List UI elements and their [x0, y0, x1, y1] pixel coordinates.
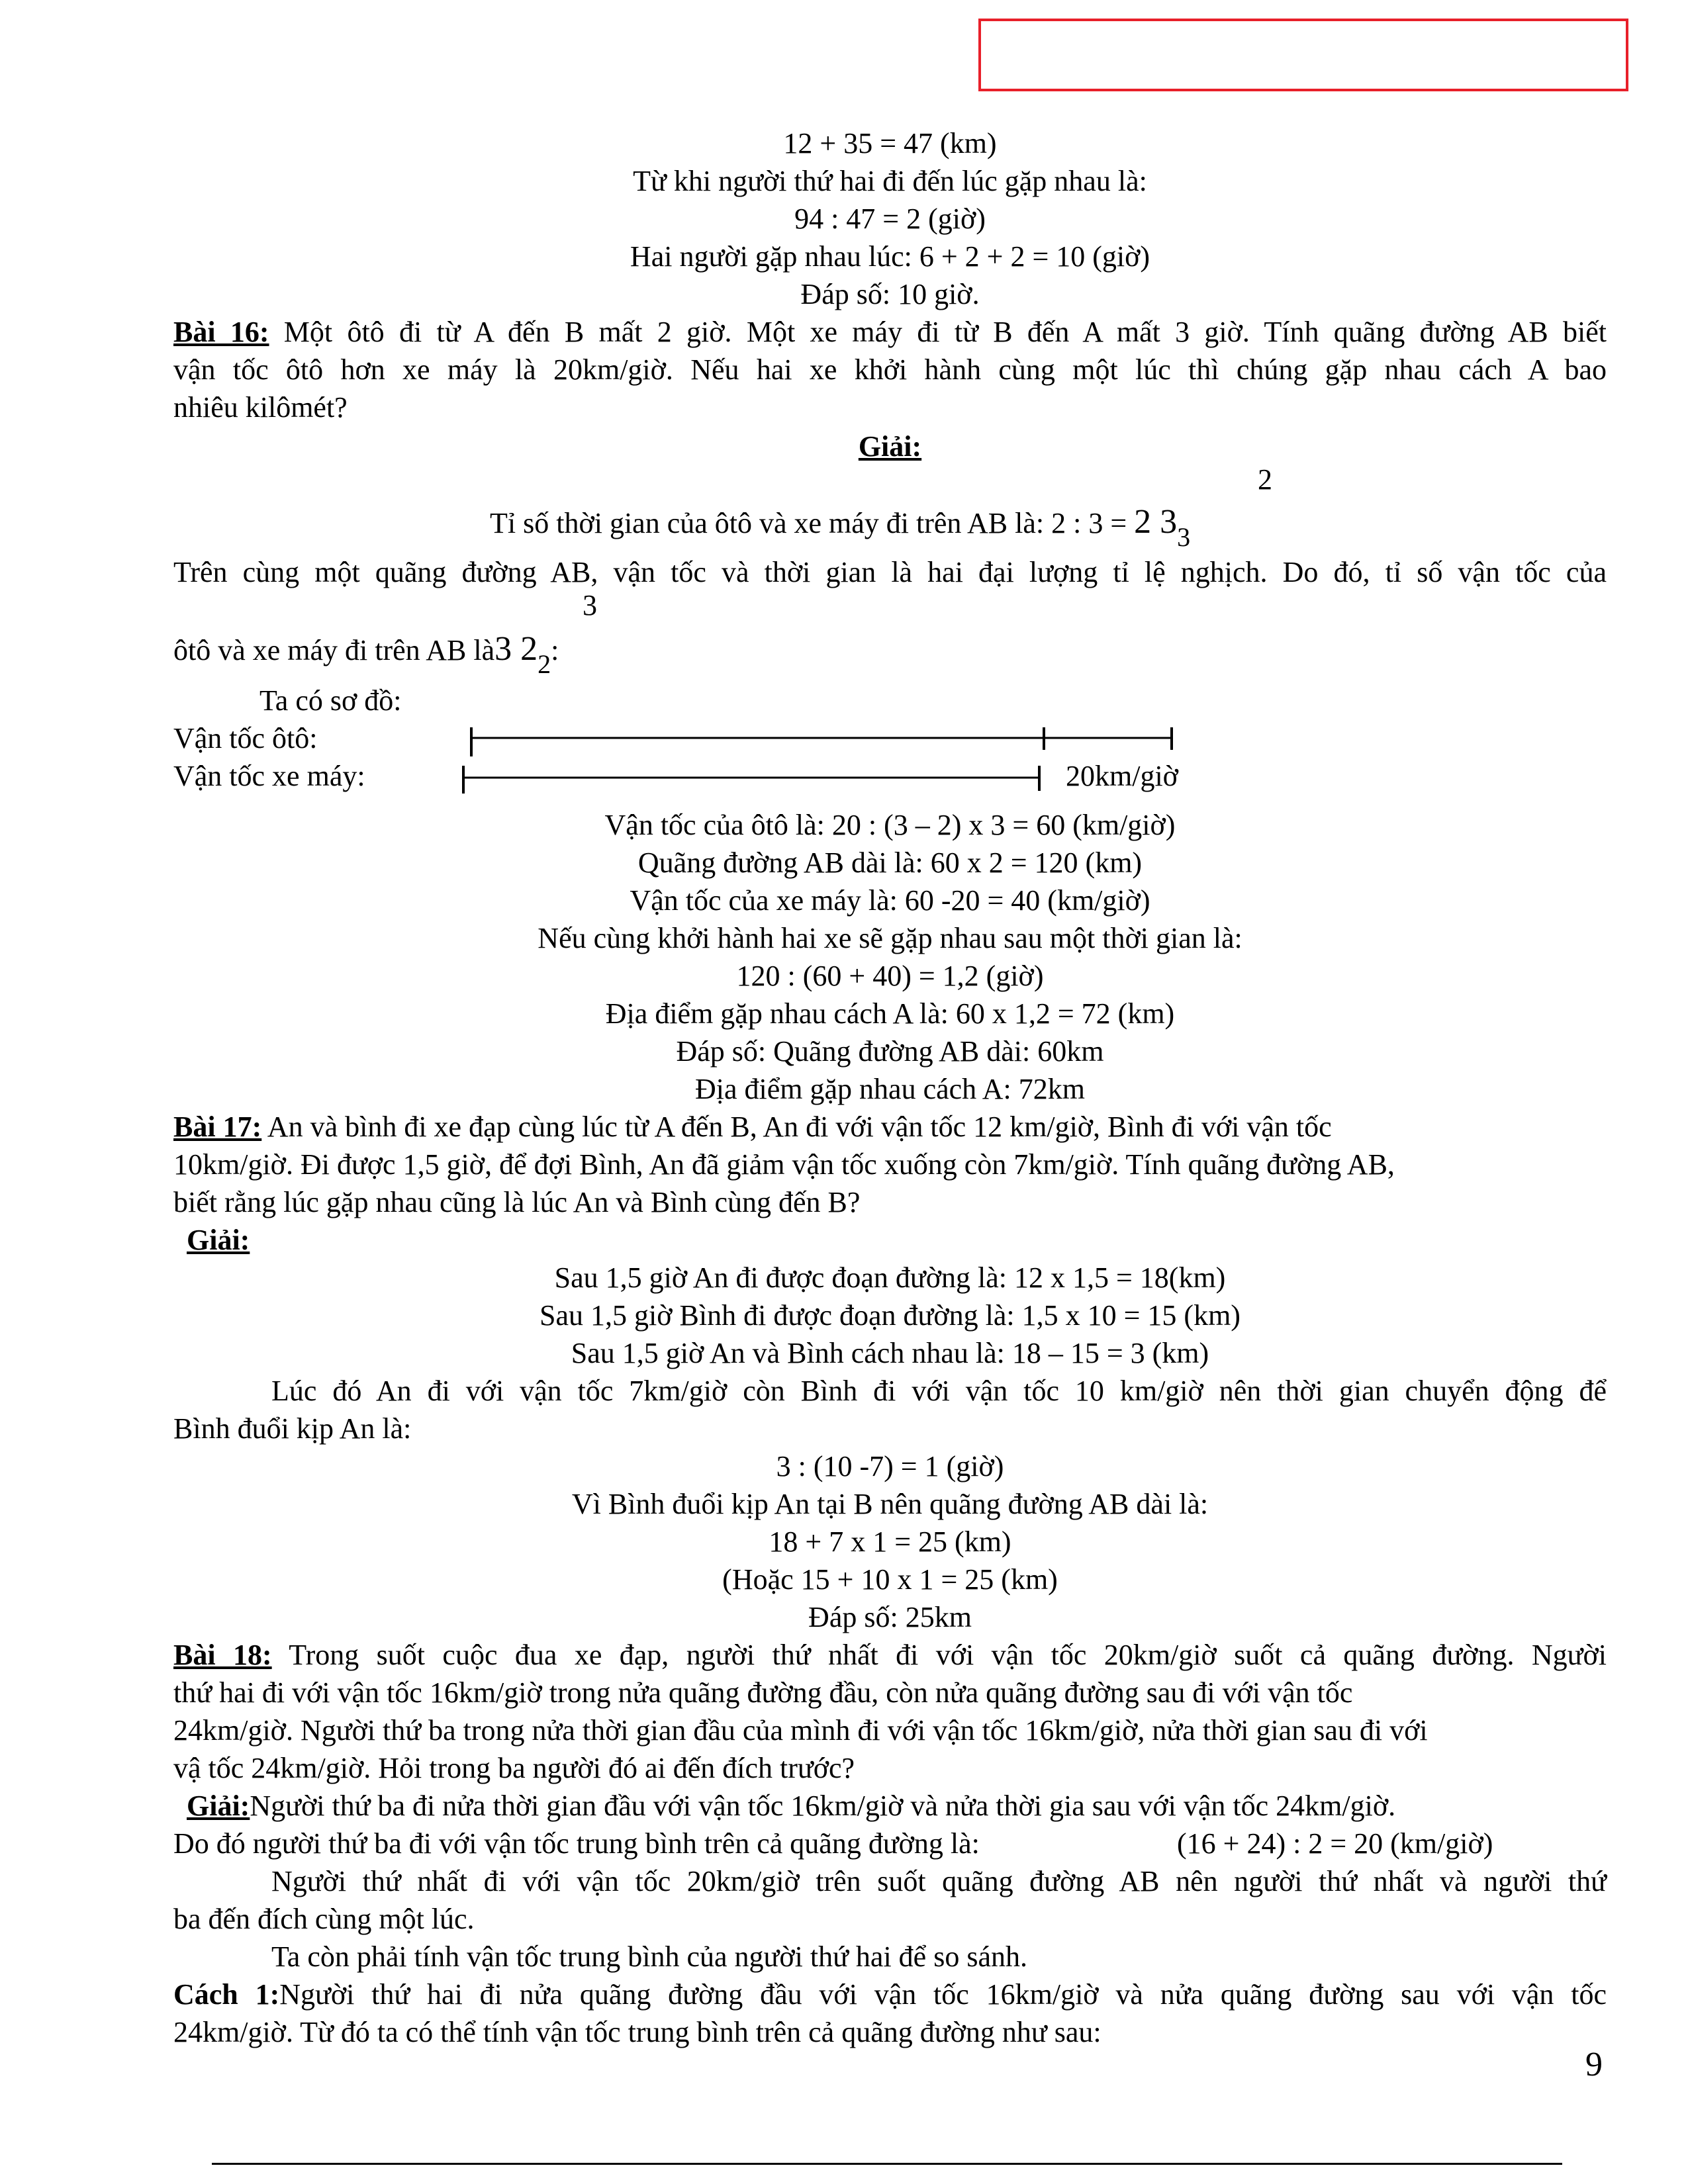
- bai16-answer2: Địa điểm gặp nhau cách A: 72km: [695, 1073, 1085, 1105]
- bai18-problem-line1: Bài 18: Trong suốt cuộc đua xe đạp, người thứ nhất đi với vận tốc 20km/giờ suốt cả quãng đường. Người: [173, 1639, 1607, 1671]
- footer-rule: [212, 2163, 1562, 2165]
- bai17-problem-line1: Bài 17: An và bình đi xe đạp cùng lúc từ A đến B, An đi với vận tốc 12 km/giờ, Bình đi với vận tốc: [173, 1111, 1332, 1143]
- bai16-problem-line2: vận tốc ôtô hơn xe máy là 20km/giờ. Nếu hai xe khởi hành cùng một lúc thì chúng gặp nhau cách A bao: [173, 353, 1607, 386]
- bai17-step1: Sau 1,5 giờ An đi được đoạn đường là: 12 x 1,5 = 18(km): [554, 1261, 1226, 1294]
- bai16-diagram-intro: Ta có sơ đồ:: [259, 684, 402, 717]
- bai17-para-line1: Lúc đó An đi với vận tốc 7km/giờ còn Bình đi với vận tốc 10 km/giờ nên thời gian chuyển động để: [271, 1375, 1607, 1407]
- bai18-solution-line1: Giải:Người thứ ba đi nửa thời gian đầu với vận tốc 16km/giờ và nửa thời gia sau với vận tốc 24km/giờ.: [187, 1790, 1396, 1822]
- bai18-problem-line3: 24km/giờ. Người thứ ba trong nửa thời gian đầu của mình đi với vận tốc 16km/giờ, nửa thời gian sau đi với: [173, 1714, 1428, 1747]
- bai18-cach1-line2: 24km/giờ. Từ đó ta có thể tính vận tốc trung bình trên cả quãng đường như sau:: [173, 2016, 1102, 2048]
- bai16-step5: 120 : (60 + 40) = 1,2 (giờ): [736, 960, 1044, 992]
- bai16-step4: Nếu cùng khởi hành hai xe sẽ gặp nhau sau một thời gian là:: [538, 922, 1243, 954]
- bai17-problem-line2: 10km/giờ. Đi được 1,5 giờ, để đợi Bình, An đã giảm vận tốc xuống còn 7km/giờ. Tính quãng đường AB,: [173, 1148, 1395, 1181]
- bai18-label: Bài 18:: [173, 1639, 272, 1671]
- line-answer: Đáp số: 10 giờ.: [800, 278, 980, 310]
- bai17-step3: Sau 1,5 giờ An và Bình cách nhau là: 18 – 15 = 3 (km): [571, 1337, 1209, 1369]
- diagram-label-oto: Vận tốc ôtô:: [173, 722, 318, 754]
- bai16-problem-line3: nhiêu kilômét?: [173, 391, 348, 424]
- bai18-para2-line2: ba đến đích cùng một lúc.: [173, 1903, 475, 1935]
- bai16-step1: Vận tốc của ôtô là: 20 : (3 – 2) x 3 = 60 (km/giờ): [604, 809, 1176, 841]
- diagram-diff-label: 20km/giờ: [1066, 760, 1178, 792]
- bai16-problem-line1: Bài 16: Một ôtô đi từ A đến B mất 2 giờ. Một xe máy đi từ B đến A mất 3 giờ. Tính quãng đường AB biết: [173, 316, 1607, 348]
- bai17-answer: Đáp số: 25km: [808, 1601, 972, 1633]
- cach1-label: Cách 1:: [173, 1978, 280, 2011]
- bai16-speed-ratio-superscript: 3: [583, 589, 597, 621]
- bai17-label: Bài 17:: [173, 1111, 262, 1143]
- bai18-cach1-line1: Cách 1:Người thứ hai đi nửa quãng đường đầu với vận tốc 16km/giờ và nửa quãng đường sau với vận tốc: [173, 1978, 1607, 2011]
- bai16-step3: Vận tốc của xe máy là: 60 -20 = 40 (km/giờ): [630, 884, 1150, 917]
- bai17-para-line2: Bình đuổi kịp An là:: [173, 1412, 412, 1445]
- bai18-solution-line2: Do đó người thứ ba đi với vận tốc trung bình trên cả quãng đường là:: [173, 1827, 980, 1860]
- bai18-para3: Ta còn phải tính vận tốc trung bình của người thứ hai để so sánh.: [271, 1940, 1027, 1973]
- header-red-box: [978, 19, 1628, 91]
- bai17-problem-line3: biết rằng lúc gặp nhau cũng là lúc An và Bình cùng đến B?: [173, 1186, 861, 1218]
- bai16-step6: Địa điểm gặp nhau cách A là: 60 x 1,2 = 72 (km): [605, 997, 1175, 1030]
- bai17-solution-heading: Giải:: [187, 1224, 250, 1256]
- bai16-ratio-superscript: 2: [1258, 463, 1272, 496]
- bai18-problem-line2: thứ hai đi với vận tốc 16km/giờ trong nửa quãng đường đầu, còn nửa quãng đường sau đi với vận tốc: [173, 1676, 1353, 1709]
- line-sum: 12 + 35 = 47 (km): [783, 127, 997, 159]
- bai17-step5: Vì Bình đuổi kịp An tại B nên quãng đường AB dài là:: [571, 1488, 1209, 1520]
- bai16-answer1: Đáp số: Quãng đường AB dài: 60km: [676, 1035, 1104, 1068]
- bai16-ratio-line: Tỉ số thời gian của ôtô và xe máy đi trên AB là: 2 : 3 = 2 33: [490, 503, 1191, 552]
- bai17-step7: (Hoặc 15 + 10 x 1 = 25 (km): [722, 1563, 1058, 1596]
- line-meet-time: Hai người gặp nhau lúc: 6 + 2 + 2 = 10 (giờ): [630, 240, 1150, 273]
- line-division: 94 : 47 = 2 (giờ): [794, 203, 986, 235]
- bai16-solution-heading: Giải:: [858, 430, 922, 463]
- bai18-solution-heading: Giải:: [187, 1790, 250, 1822]
- diagram-label-xemay: Vận tốc xe máy:: [173, 760, 365, 792]
- bai16-label: Bài 16:: [173, 316, 269, 348]
- bai17-step6: 18 + 7 x 1 = 25 (km): [769, 1525, 1011, 1558]
- line-question: Từ khi người thứ hai đi đến lúc gặp nhau là:: [633, 165, 1147, 197]
- bai16-step2: Quãng đường AB dài là: 60 x 2 = 120 (km): [637, 846, 1143, 879]
- bai17-step4: 3 : (10 -7) = 1 (giờ): [776, 1450, 1004, 1482]
- bai17-step2: Sau 1,5 giờ Bình đi được đoạn đường là: 1,5 x 10 = 15 (km): [539, 1299, 1241, 1332]
- bai18-average-speed-eq: (16 + 24) : 2 = 20 (km/giờ): [1177, 1827, 1493, 1860]
- page-number: 9: [1585, 2046, 1603, 2083]
- bai16-inverse-line2: ôtô và xe máy đi trên AB là3 22:: [173, 630, 559, 679]
- bai16-inverse-line1: Trên cùng một quãng đường AB, vận tốc và thời gian là hai đại lượng tỉ lệ nghịch. Do đó, tỉ số vận tốc của: [173, 556, 1607, 588]
- bai18-para2-line1: Người thứ nhất đi với vận tốc 20km/giờ trên suốt quãng đường AB nên người thứ nhất và người thứ: [271, 1865, 1607, 1897]
- bai18-problem-line4: vậ tốc 24km/giờ. Hỏi trong ba người đó ai đến đích trước?: [173, 1752, 855, 1784]
